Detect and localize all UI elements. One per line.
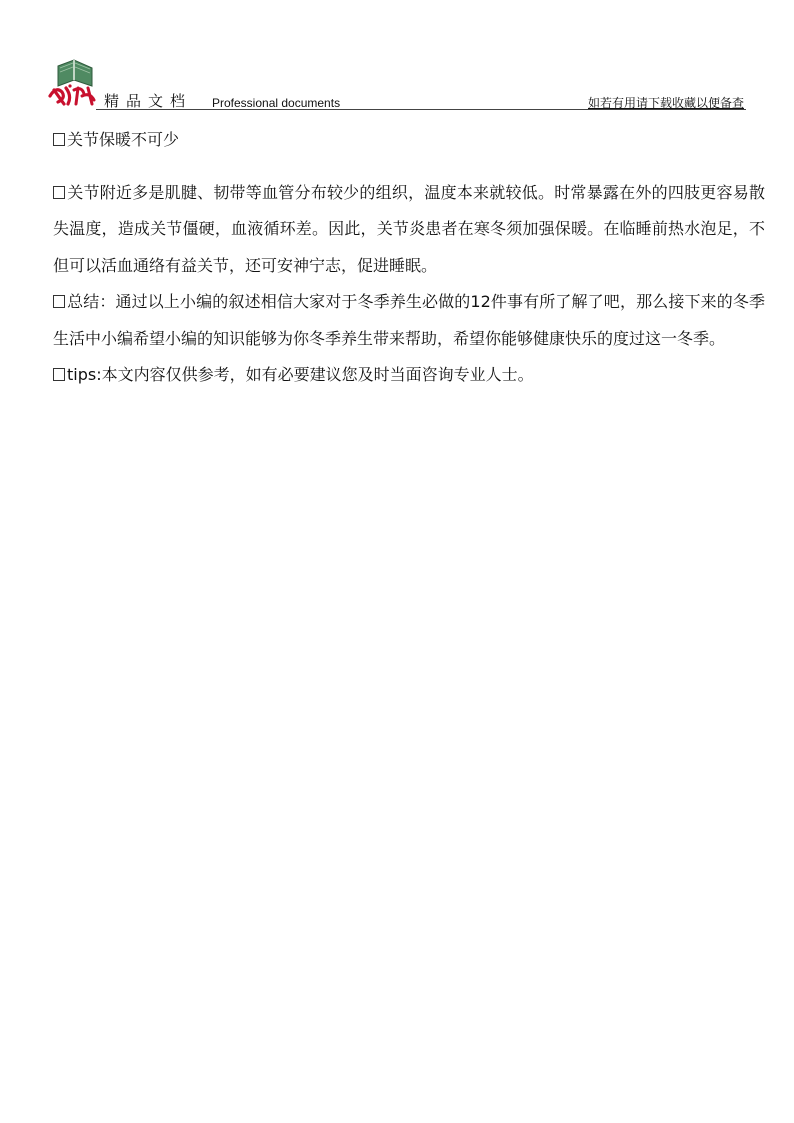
header-note: 如若有用请下载收藏以便备查 (587, 96, 744, 110)
book-logo-icon (48, 56, 100, 108)
checkbox-bullet-icon (53, 133, 65, 146)
paragraph (53, 175, 765, 285)
document-body (53, 122, 765, 394)
page-header (0, 0, 794, 112)
checkbox-bullet-icon (53, 368, 65, 381)
checkbox-bullet-icon (53, 186, 65, 199)
paragraph-text: 总结：通过以上小编的叙述相信大家对于冬季养生必做的12件事有所了解了吧，那么接下来的冬季生活中小编希望小编的知识能够为你冬季养生带来帮助，希望你能够健康快乐的度过这一冬季。 (53, 292, 765, 348)
header-subtitle: Professional documents (212, 96, 341, 110)
paragraph-summary (53, 284, 765, 357)
paragraph-text: tips:本文内容仅供参考，如有必要建议您及时当面咨询专业人士。 (67, 365, 534, 384)
header-divider (96, 109, 746, 110)
paragraph-heading (53, 122, 765, 159)
paragraph-text: 关节保暖不可少 (67, 130, 180, 149)
paragraph-tips (53, 357, 765, 394)
checkbox-bullet-icon (53, 295, 65, 308)
header-title: 精品文档 (104, 92, 193, 110)
paragraph-text: 关节附近多是肌腱、韧带等血管分布较少的组织，温度本来就较低。时常暴露在外的四肢更容易散失温度，造成关节僵硬，血液循环差。因此，关节炎患者在寒冬须加强保暖。在临睡前热水泡足，不但可以活血通络有益关节，还可安神宁志，促进睡眠。 (53, 182, 765, 275)
